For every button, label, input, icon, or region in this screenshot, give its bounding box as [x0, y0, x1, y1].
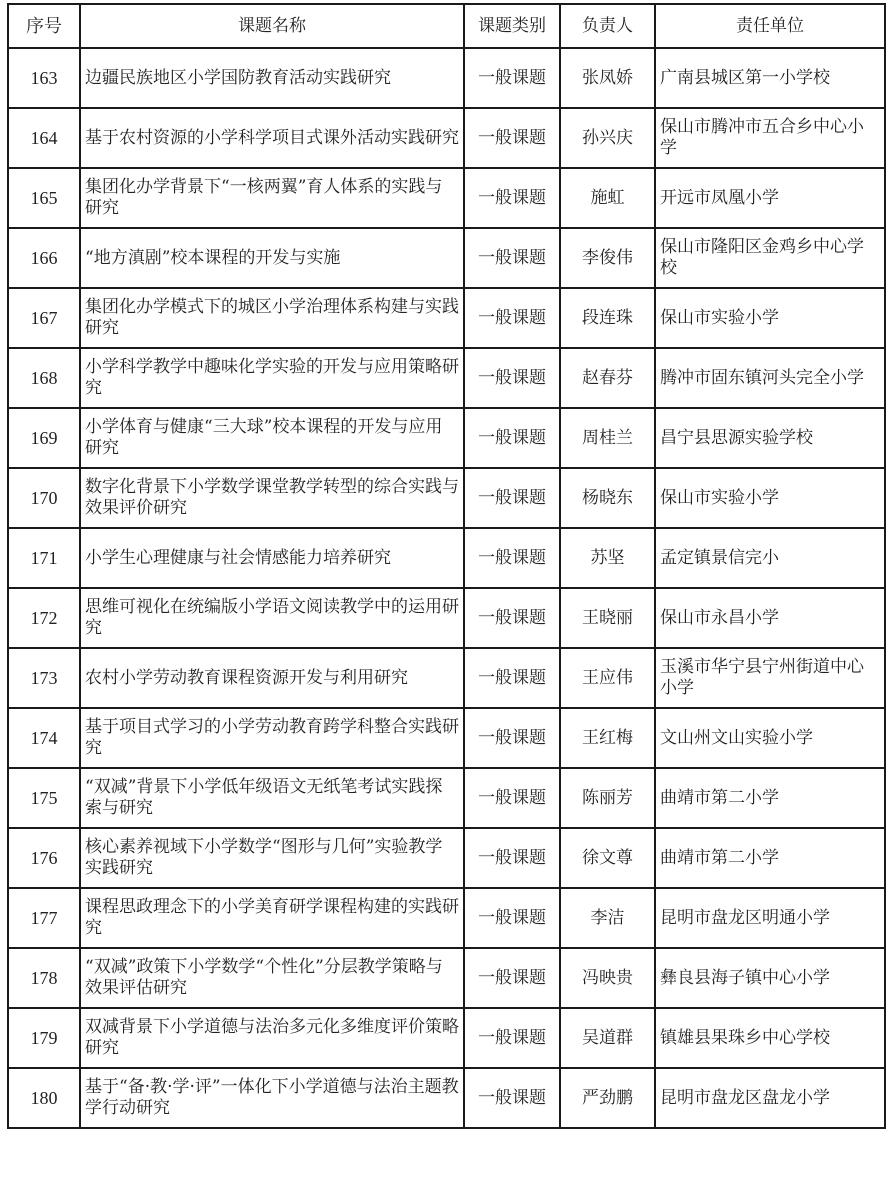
cell-no: 180: [8, 1068, 80, 1128]
cell-unit: 保山市永昌小学: [655, 588, 885, 648]
cell-owner: 张凤娇: [560, 48, 655, 108]
cell-type: 一般课题: [464, 468, 560, 528]
cell-no: 174: [8, 708, 80, 768]
cell-unit: 镇雄县果珠乡中心学校: [655, 1008, 885, 1068]
cell-owner: 孙兴庆: [560, 108, 655, 168]
cell-unit: 曲靖市第二小学: [655, 828, 885, 888]
cell-unit: 保山市实验小学: [655, 468, 885, 528]
cell-no: 169: [8, 408, 80, 468]
cell-no: 166: [8, 228, 80, 288]
table-row: [8, 168, 885, 228]
cell-owner: 王晓丽: [560, 588, 655, 648]
table-row: [8, 888, 885, 948]
cell-unit: 保山市腾冲市五合乡中心小学: [655, 108, 885, 168]
cell-title: 边疆民族地区小学国防教育活动实践研究: [80, 48, 464, 108]
cell-type: 一般课题: [464, 1068, 560, 1128]
cell-no: 176: [8, 828, 80, 888]
header-no: 序号: [8, 4, 80, 48]
cell-type: 一般课题: [464, 888, 560, 948]
cell-type: 一般课题: [464, 768, 560, 828]
cell-owner: 李俊伟: [560, 228, 655, 288]
cell-type: 一般课题: [464, 408, 560, 468]
cell-no: 165: [8, 168, 80, 228]
cell-title: 集团化办学背景下“一核两翼”育人体系的实践与研究: [80, 168, 464, 228]
cell-unit: 广南县城区第一小学校: [655, 48, 885, 108]
cell-title: 小学科学教学中趣味化学实验的开发与应用策略研究: [80, 348, 464, 408]
cell-unit: 昆明市盘龙区盘龙小学: [655, 1068, 885, 1128]
cell-title: “双减”政策下小学数学“个性化”分层教学策略与效果评估研究: [80, 948, 464, 1008]
cell-title: 小学生心理健康与社会情感能力培养研究: [80, 528, 464, 588]
cell-no: 163: [8, 48, 80, 108]
cell-title: 课程思政理念下的小学美育研学课程构建的实践研究: [80, 888, 464, 948]
cell-unit: 开远市凤凰小学: [655, 168, 885, 228]
table-row: [8, 408, 885, 468]
cell-owner: 王红梅: [560, 708, 655, 768]
cell-owner: 段连珠: [560, 288, 655, 348]
cell-title: 基于项目式学习的小学劳动教育跨学科整合实践研究: [80, 708, 464, 768]
cell-type: 一般课题: [464, 348, 560, 408]
cell-type: 一般课题: [464, 1008, 560, 1068]
cell-unit: 玉溪市华宁县宁州街道中心小学: [655, 648, 885, 708]
table-row: [8, 828, 885, 888]
cell-title: 农村小学劳动教育课程资源开发与利用研究: [80, 648, 464, 708]
cell-owner: 杨晓东: [560, 468, 655, 528]
table-row: [8, 528, 885, 588]
cell-unit: 昌宁县思源实验学校: [655, 408, 885, 468]
cell-type: 一般课题: [464, 228, 560, 288]
cell-no: 164: [8, 108, 80, 168]
cell-owner: 吴道群: [560, 1008, 655, 1068]
cell-title: “双减”背景下小学低年级语文无纸笔考试实践探索与研究: [80, 768, 464, 828]
cell-no: 179: [8, 1008, 80, 1068]
table-row: [8, 348, 885, 408]
cell-unit: 保山市实验小学: [655, 288, 885, 348]
header-owner: 负责人: [560, 4, 655, 48]
cell-type: 一般课题: [464, 648, 560, 708]
cell-no: 178: [8, 948, 80, 1008]
cell-owner: 赵春芬: [560, 348, 655, 408]
cell-title: 基于农村资源的小学科学项目式课外活动实践研究: [80, 108, 464, 168]
table-row: [8, 708, 885, 768]
header-title: 课题名称: [80, 4, 464, 48]
cell-unit: 孟定镇景信完小: [655, 528, 885, 588]
cell-no: 173: [8, 648, 80, 708]
cell-no: 175: [8, 768, 80, 828]
cell-unit: 文山州文山实验小学: [655, 708, 885, 768]
cell-owner: 王应伟: [560, 648, 655, 708]
cell-no: 170: [8, 468, 80, 528]
table-row: [8, 288, 885, 348]
cell-owner: 徐文尊: [560, 828, 655, 888]
cell-title: “地方滇剧”校本课程的开发与实施: [80, 228, 464, 288]
cell-owner: 陈丽芳: [560, 768, 655, 828]
cell-title: 核心素养视域下小学数学“图形与几何”实验教学实践研究: [80, 828, 464, 888]
cell-no: 172: [8, 588, 80, 648]
cell-owner: 李洁: [560, 888, 655, 948]
table-row: [8, 48, 885, 108]
cell-type: 一般课题: [464, 828, 560, 888]
cell-type: 一般课题: [464, 108, 560, 168]
table-header-row: [8, 4, 885, 48]
cell-type: 一般课题: [464, 48, 560, 108]
table-row: [8, 648, 885, 708]
cell-no: 167: [8, 288, 80, 348]
cell-unit: 腾冲市固东镇河头完全小学: [655, 348, 885, 408]
cell-no: 171: [8, 528, 80, 588]
cell-title: 数字化背景下小学数学课堂教学转型的综合实践与效果评价研究: [80, 468, 464, 528]
header-unit: 责任单位: [655, 4, 885, 48]
cell-unit: 昆明市盘龙区明通小学: [655, 888, 885, 948]
cell-no: 168: [8, 348, 80, 408]
cell-title: 思维可视化在统编版小学语文阅读教学中的运用研究: [80, 588, 464, 648]
table-row: [8, 228, 885, 288]
table-row: [8, 468, 885, 528]
table-row: [8, 1008, 885, 1068]
cell-title: 集团化办学模式下的城区小学治理体系构建与实践研究: [80, 288, 464, 348]
cell-type: 一般课题: [464, 588, 560, 648]
cell-unit: 曲靖市第二小学: [655, 768, 885, 828]
cell-no: 177: [8, 888, 80, 948]
header-type: 课题类别: [464, 4, 560, 48]
cell-title: 双减背景下小学道德与法治多元化多维度评价策略研究: [80, 1008, 464, 1068]
cell-type: 一般课题: [464, 528, 560, 588]
cell-owner: 冯映贵: [560, 948, 655, 1008]
table-row: [8, 108, 885, 168]
table-row: [8, 588, 885, 648]
table-row: [8, 1068, 885, 1128]
cell-type: 一般课题: [464, 288, 560, 348]
cell-title: 小学体育与健康“三大球”校本课程的开发与应用研究: [80, 408, 464, 468]
cell-owner: 严劲鹏: [560, 1068, 655, 1128]
cell-owner: 周桂兰: [560, 408, 655, 468]
cell-unit: 彝良县海子镇中心小学: [655, 948, 885, 1008]
cell-type: 一般课题: [464, 948, 560, 1008]
cell-owner: 施虹: [560, 168, 655, 228]
cell-unit: 保山市隆阳区金鸡乡中心学校: [655, 228, 885, 288]
table-row: [8, 948, 885, 1008]
table-row: [8, 768, 885, 828]
cell-title: 基于“备·教·学·评”一体化下小学道德与法治主题教学行动研究: [80, 1068, 464, 1128]
table-body: [8, 48, 885, 1128]
cell-owner: 苏坚: [560, 528, 655, 588]
project-list-table: [7, 3, 886, 1129]
cell-type: 一般课题: [464, 708, 560, 768]
cell-type: 一般课题: [464, 168, 560, 228]
